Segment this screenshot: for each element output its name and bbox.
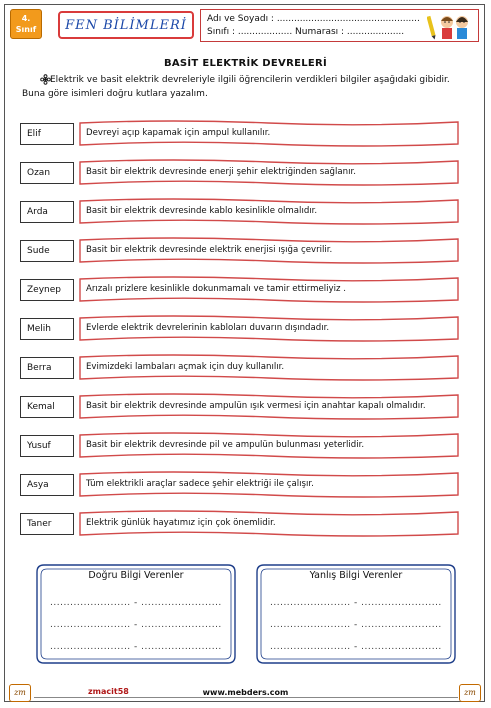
wrong-answers-box (254, 562, 458, 666)
footer-logo-left: zm (9, 684, 31, 702)
student-info-box (200, 9, 479, 42)
student-name: Sude (20, 240, 74, 262)
student-name: Melih (20, 318, 74, 340)
footer-website[interactable]: www.mebders.com (202, 688, 289, 697)
name-field[interactable]: Adı ve Soyadı : .................................................. (207, 14, 420, 24)
subject-box (58, 11, 194, 39)
correct-answers-title: Doğru Bilgi Verenler (88, 570, 184, 581)
statement-row (20, 235, 460, 265)
statement-row (20, 274, 460, 304)
student-name: Asya (20, 474, 74, 496)
statement-text: Basit bir elektrik devresinde enerji şehir elektriğinden sağlanır. (86, 167, 356, 177)
grade-number: 4. (21, 14, 31, 23)
class-number-field[interactable]: Sınıfı : ................... Numarası : .................... (207, 27, 405, 37)
student-name: Zeynep (20, 279, 74, 301)
student-name: Ozan (20, 162, 74, 184)
statement-row (20, 508, 460, 538)
statement-row (20, 469, 460, 499)
correct-answers-box (34, 562, 238, 666)
intro-text: Elektrik ve basit elektrik devreleriyle ilgili öğrencilerin verdikleri bilgiler aşağıdaki gibidir. Buna göre isimleri doğru kutlara yazalım. (22, 75, 450, 99)
grade-label: Sınıf (15, 25, 37, 34)
footer-logo-right: zm (459, 684, 481, 702)
footer-divider (34, 697, 458, 698)
wrong-answer-line[interactable]: ........................ - ........................ (270, 642, 442, 652)
statement-row (20, 430, 460, 460)
correct-answer-line[interactable]: ........................ - ........................ (50, 620, 222, 630)
statement-text: Elektrik günlük hayatımız için çok önemlidir. (86, 518, 276, 528)
correct-answer-line[interactable]: ........................ - ........................ (50, 642, 222, 652)
student-name: Taner (20, 513, 74, 535)
statement-text: Basit bir elektrik devresinde ampulün ışık vermesi için anahtar kapalı olmalıdır. (86, 401, 426, 411)
statement-row (20, 118, 460, 148)
statement-text: Evimizdeki lambaları açmak için duy kullanılır. (86, 362, 285, 372)
student-name: Yusuf (20, 435, 74, 457)
student-name: Elif (20, 123, 74, 145)
statement-row (20, 391, 460, 421)
statement-text: Basit bir elektrik devresinde elektrik enerjisi ışığa çevrilir. (86, 245, 333, 255)
statement-text: Devreyi açıp kapamak için ampul kullanılır. (86, 128, 271, 138)
statement-row (20, 313, 460, 343)
wrong-answer-line[interactable]: ........................ - ........................ (270, 620, 442, 630)
wrong-answers-title: Yanlış Bilgi Verenler (309, 570, 403, 581)
wrong-answer-line[interactable]: ........................ - ........................ (270, 598, 442, 608)
statement-text: Tüm elektrikli araçlar sadece şehir elektriği ile çalışır. (86, 479, 314, 489)
statement-row (20, 352, 460, 382)
kids-pencil-icon (427, 12, 473, 42)
footer-author-tag: zmacit58 (88, 687, 129, 696)
statement-row (20, 196, 460, 226)
student-name: Arda (20, 201, 74, 223)
statement-text: Arızalı prizlere kesinlikle dokunmamalı ve tamir ettirmeliyiz . (86, 284, 346, 294)
grade-badge (10, 9, 42, 39)
statement-text: Basit bir elektrik devresinde pil ve ampulün bulunması yeterlidir. (86, 440, 365, 450)
statement-row (20, 157, 460, 187)
student-name: Berra (20, 357, 74, 379)
correct-answer-line[interactable]: ........................ - ........................ (50, 598, 222, 608)
subject-title: FEN BİLİMLERİ (65, 17, 187, 33)
student-name: Kemal (20, 396, 74, 418)
statement-text: Evlerde elektrik devrelerinin kabloları duvarın dışındadır. (86, 323, 330, 333)
statement-text: Basit bir elektrik devresinde kablo kesinlikle olmalıdır. (86, 206, 318, 216)
worksheet-title: BASİT ELEKTRİK DEVRELERİ (163, 58, 328, 69)
